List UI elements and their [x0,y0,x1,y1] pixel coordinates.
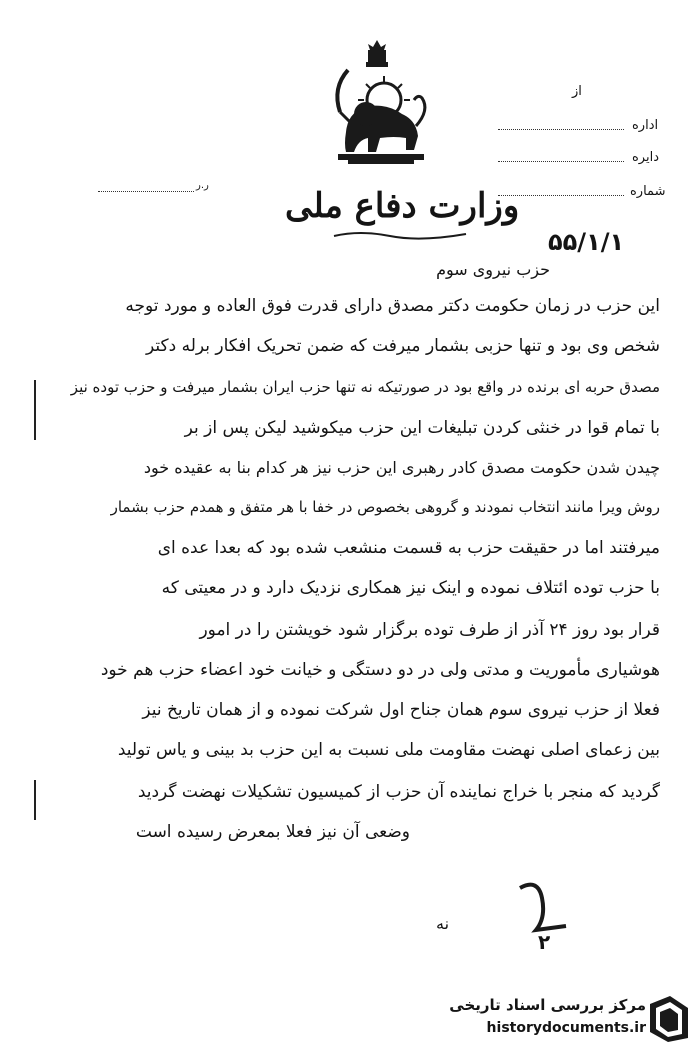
body-line: قرار بود روز ۲۴ آذر از طرف توده برگزار شود خویشتن را در امور [199,620,660,640]
body-line: این حزب در زمان حکومت دکتر مصدق دارای قدرت فوق العاده و مورد توجه [125,296,660,316]
number-label: شماره [630,184,666,199]
reference-number: ۵۵/۱/۱ [548,228,625,256]
body-line: میرفتند اما در حقیقت حزب به قسمت منشعب شده بود که بعدا عده ای [157,538,660,558]
body-line: گردید که منجر با خراج نماینده آن حزب از کمیسیون تشکیلات نهضت گردید [137,782,660,802]
division-line [498,160,624,162]
ministry-title: وزارت دفاع ملی [285,186,520,226]
subject-line: حزب نیروی سوم [436,260,550,279]
body-line: چیدن شدن حکومت مصدق کادر رهبری این حزب نیز هر کدام بنا به عقیده خود [143,458,660,477]
date-line [98,190,194,192]
body-line: با تمام قوا در خنثی کردن تبلیغات این حزب میکوشید لیکن پس از بر [184,418,660,438]
lion-and-sun-emblem-icon [318,40,436,170]
body-line: فعلا از حزب نیروی سوم همان جناح اول شرکت نموده و از همان تاریخ نیز [142,700,660,720]
department-line [498,128,624,130]
from-label: از [572,84,582,99]
signature-note: ۲ [538,930,551,954]
margin-mark [34,780,36,820]
archive-footer [408,990,698,1050]
archive-name: مرکز بررسی اسناد تاریخی [449,996,646,1014]
body-line: روش ویرا مانند انتخاب نمودند و گروهی بخصوص در خفا با هر متفق و همدم حزب بشمار [110,498,660,516]
division-label: دایره [632,150,660,165]
body-line: بین زعمای اصلی نهضت مقاومت ملی نسبت به این حزب بد بینی و یاس تولید [117,740,660,760]
body-line: شخص وی بود و تنها حزبی بشمار میرفت که ضمن تحریک افکار برله دکتر [146,336,660,356]
body-line: با حزب توده ائتلاف نموده و اینک نیز همکاری نزدیک دارد و در معیتی که [161,578,660,598]
department-label: اداره [632,118,659,133]
body-line: مصدق حربه ای برنده در واقع بود در صورتیکه نه تنها حزب ایران بشمار میرفت و حزب توده نیز [70,378,660,396]
signature-initial: نه [436,914,450,933]
body-line: هوشیاری مأموریت و مدتی ولی در دو دستگی و خیانت خود اعضاء حزب هم خود [100,660,660,680]
margin-mark [34,380,36,440]
date-mark: ر.ر [196,180,209,191]
archive-url: historydocuments.ir [486,1020,646,1036]
archive-logo-icon [646,994,692,1044]
title-underline-flourish-icon [330,228,470,242]
body-line: وضعی آن نیز فعلا بمعرض رسیده است [135,822,410,842]
